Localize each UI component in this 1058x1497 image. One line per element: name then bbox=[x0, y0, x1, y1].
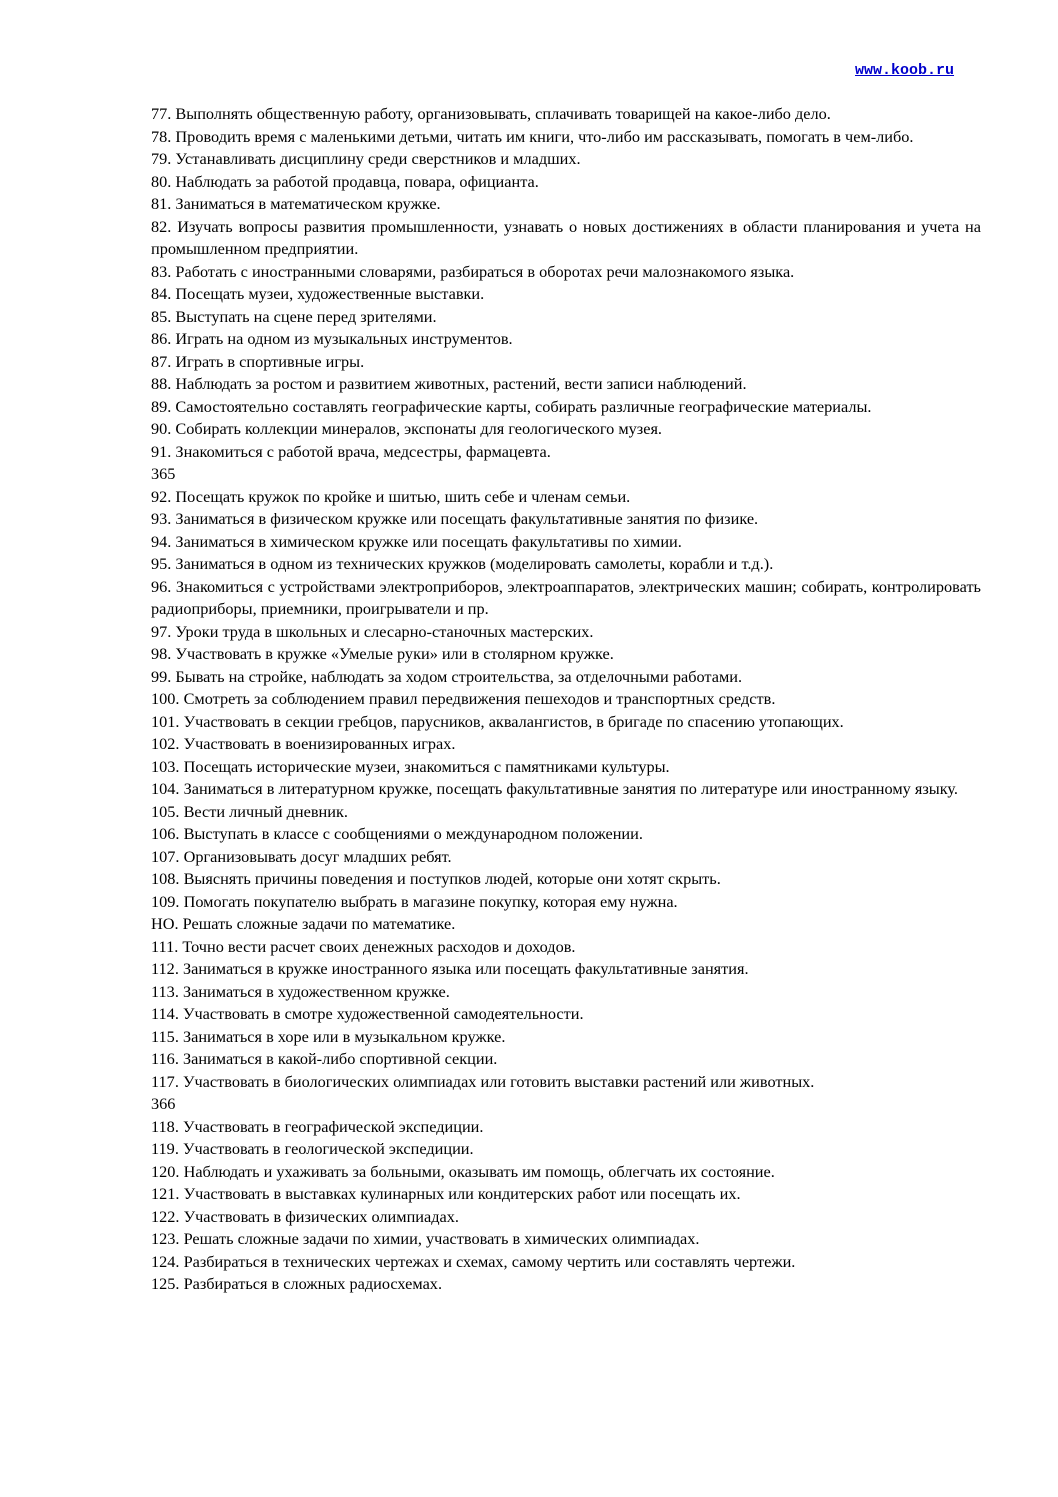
page-number-365: 365 bbox=[151, 464, 176, 483]
list-item-97: 97. Уроки труда в школьных и слесарно-станочных мастерских. bbox=[151, 621, 594, 641]
list-item-80: 80. Наблюдать за работой продавца, повара, официанта. bbox=[151, 171, 539, 191]
list-item-77: 77. Выполнять общественную работу, организовывать, сплачивать товарищей на какое-либо дело. bbox=[151, 104, 831, 123]
list-item-103: 103. Посещать исторические музеи, знакомиться с памятниками культуры. bbox=[151, 756, 670, 776]
list-item-79: 79. Устанавливать дисциплину среди сверстников и младших. bbox=[151, 149, 581, 168]
list-item-94: 94. Заниматься в химическом кружке или посещать факультативы по химии. bbox=[151, 531, 682, 551]
list-item-84: 84. Посещать музеи, художественные выставки. bbox=[151, 284, 485, 303]
list-item-96: 96. Знакомиться с устройствами электроприборов, электроаппаратов, электрических машин; собирать, контролировать радиоприборы, приемники, проигрыватели и пр. bbox=[151, 576, 981, 618]
list-item-116: 116. Заниматься в какой-либо спортивной секции. bbox=[151, 1049, 498, 1068]
list-item-92: 92. Посещать кружок по кройке и шитью, шить себе и членам семьи. bbox=[151, 486, 631, 506]
list-item-95: 95. Заниматься в одном из технических кружков (моделировать самолеты, корабли и т.д.). bbox=[151, 554, 774, 573]
list-item-125: 125. Разбираться в сложных радиосхемах. bbox=[151, 1274, 443, 1293]
list-item-115: 115. Заниматься в хоре или в музыкальном кружке. bbox=[151, 1026, 506, 1046]
list-item-88: 88. Наблюдать за ростом и развитием животных, растений, вести записи наблюдений. bbox=[151, 374, 747, 393]
list-item-112: 112. Заниматься в кружке иностранного языка или посещать факультативные занятия. bbox=[151, 959, 749, 978]
list-item-101: 101. Участвовать в секции гребцов, парусников, аквалангистов, в бригаде по спасению утопающих. bbox=[151, 711, 844, 731]
list-item-102: 102. Участвовать в военизированных играх. bbox=[151, 734, 456, 753]
list-item-89: 89. Самостоятельно составлять географические карты, собирать различные географические материалы. bbox=[151, 396, 872, 416]
list-item-78: 78. Проводить время с маленькими детьми, читать им книги, что-либо им рассказывать, помогать в чем-либо. bbox=[151, 126, 914, 146]
list-item-119: 119. Участвовать в геологической экспедиции. bbox=[151, 1139, 474, 1158]
list-item-107: 107. Организовывать досуг младших ребят. bbox=[151, 846, 452, 866]
list-item-123: 123. Решать сложные задачи по химии, участвовать в химических олимпиадах. bbox=[151, 1229, 700, 1248]
list-item-124: 124. Разбираться в технических чертежах и схемах, самому чертить или составлять чертежи. bbox=[151, 1251, 796, 1271]
list-item-91: 91. Знакомиться с работой врача, медсестры, фармацевта. bbox=[151, 441, 551, 461]
list-item-85: 85. Выступать на сцене перед зрителями. bbox=[151, 306, 437, 326]
list-item-120: 120. Наблюдать и ухаживать за больными, оказывать им помощь, облегчать их состояние. bbox=[151, 1161, 775, 1181]
list-item-104: 104. Заниматься в литературном кружке, посещать факультативные занятия по литературе или иностранному языку. bbox=[151, 779, 958, 798]
list-item-108: 108. Выяснять причины поведения и поступков людей, которые они хотят скрыть. bbox=[151, 869, 721, 888]
list-item-90: 90. Собирать коллекции минералов, экспонаты для геологического музея. bbox=[151, 419, 663, 438]
list-item-110: НО. Решать сложные задачи по математике. bbox=[151, 914, 456, 933]
list-item-106: 106. Выступать в классе с сообщениями о международном положении. bbox=[151, 824, 643, 843]
list-item-109: 109. Помогать покупателю выбрать в магазине покупку, которая ему нужна. bbox=[151, 891, 678, 911]
list-item-111: 111. Точно вести расчет своих денежных расходов и доходов. bbox=[151, 936, 576, 956]
list-item-87: 87. Играть в спортивные игры. bbox=[151, 351, 365, 371]
page-number-366: 366 bbox=[151, 1094, 176, 1113]
list-item-99: 99. Бывать на стройке, наблюдать за ходом строительства, за отделочными работами. bbox=[151, 666, 743, 686]
list-item-105: 105. Вести личный дневник. bbox=[151, 801, 348, 821]
list-item-100: 100. Смотреть за соблюдением правил передвижения пешеходов и транспортных средств. bbox=[151, 689, 776, 708]
list-item-86: 86. Играть на одном из музыкальных инструментов. bbox=[151, 329, 513, 348]
list-item-117: 117. Участвовать в биологических олимпиадах или готовить выставки растений или животных. bbox=[151, 1071, 815, 1091]
header-site-link[interactable]: www.koob.ru bbox=[855, 62, 955, 79]
list-item-121: 121. Участвовать в выставках кулинарных или кондитерских работ или посещать их. bbox=[151, 1184, 741, 1203]
list-item-98: 98. Участвовать в кружке «Умелые руки» или в столярном кружке. bbox=[151, 644, 614, 663]
list-item-122: 122. Участвовать в физических олимпиадах. bbox=[151, 1206, 459, 1226]
list-item-114: 114. Участвовать в смотре художественной самодеятельности. bbox=[151, 1004, 584, 1023]
list-item-118: 118. Участвовать в географической экспедиции. bbox=[151, 1116, 484, 1136]
list-item-83: 83. Работать с иностранными словарями, разбираться в оборотах речи малознакомого языка. bbox=[151, 261, 795, 281]
list-item-81: 81. Заниматься в математическом кружке. bbox=[151, 194, 441, 213]
list-item-113: 113. Заниматься в художественном кружке. bbox=[151, 981, 450, 1001]
list-item-93: 93. Заниматься в физическом кружке или посещать факультативные занятия по физике. bbox=[151, 509, 759, 528]
list-item-82: 82. Изучать вопросы развития промышленности, узнавать о новых достижениях в области планирования и учета на промышленном предприятии. bbox=[151, 216, 981, 258]
questionnaire-list bbox=[151, 103, 981, 1296]
